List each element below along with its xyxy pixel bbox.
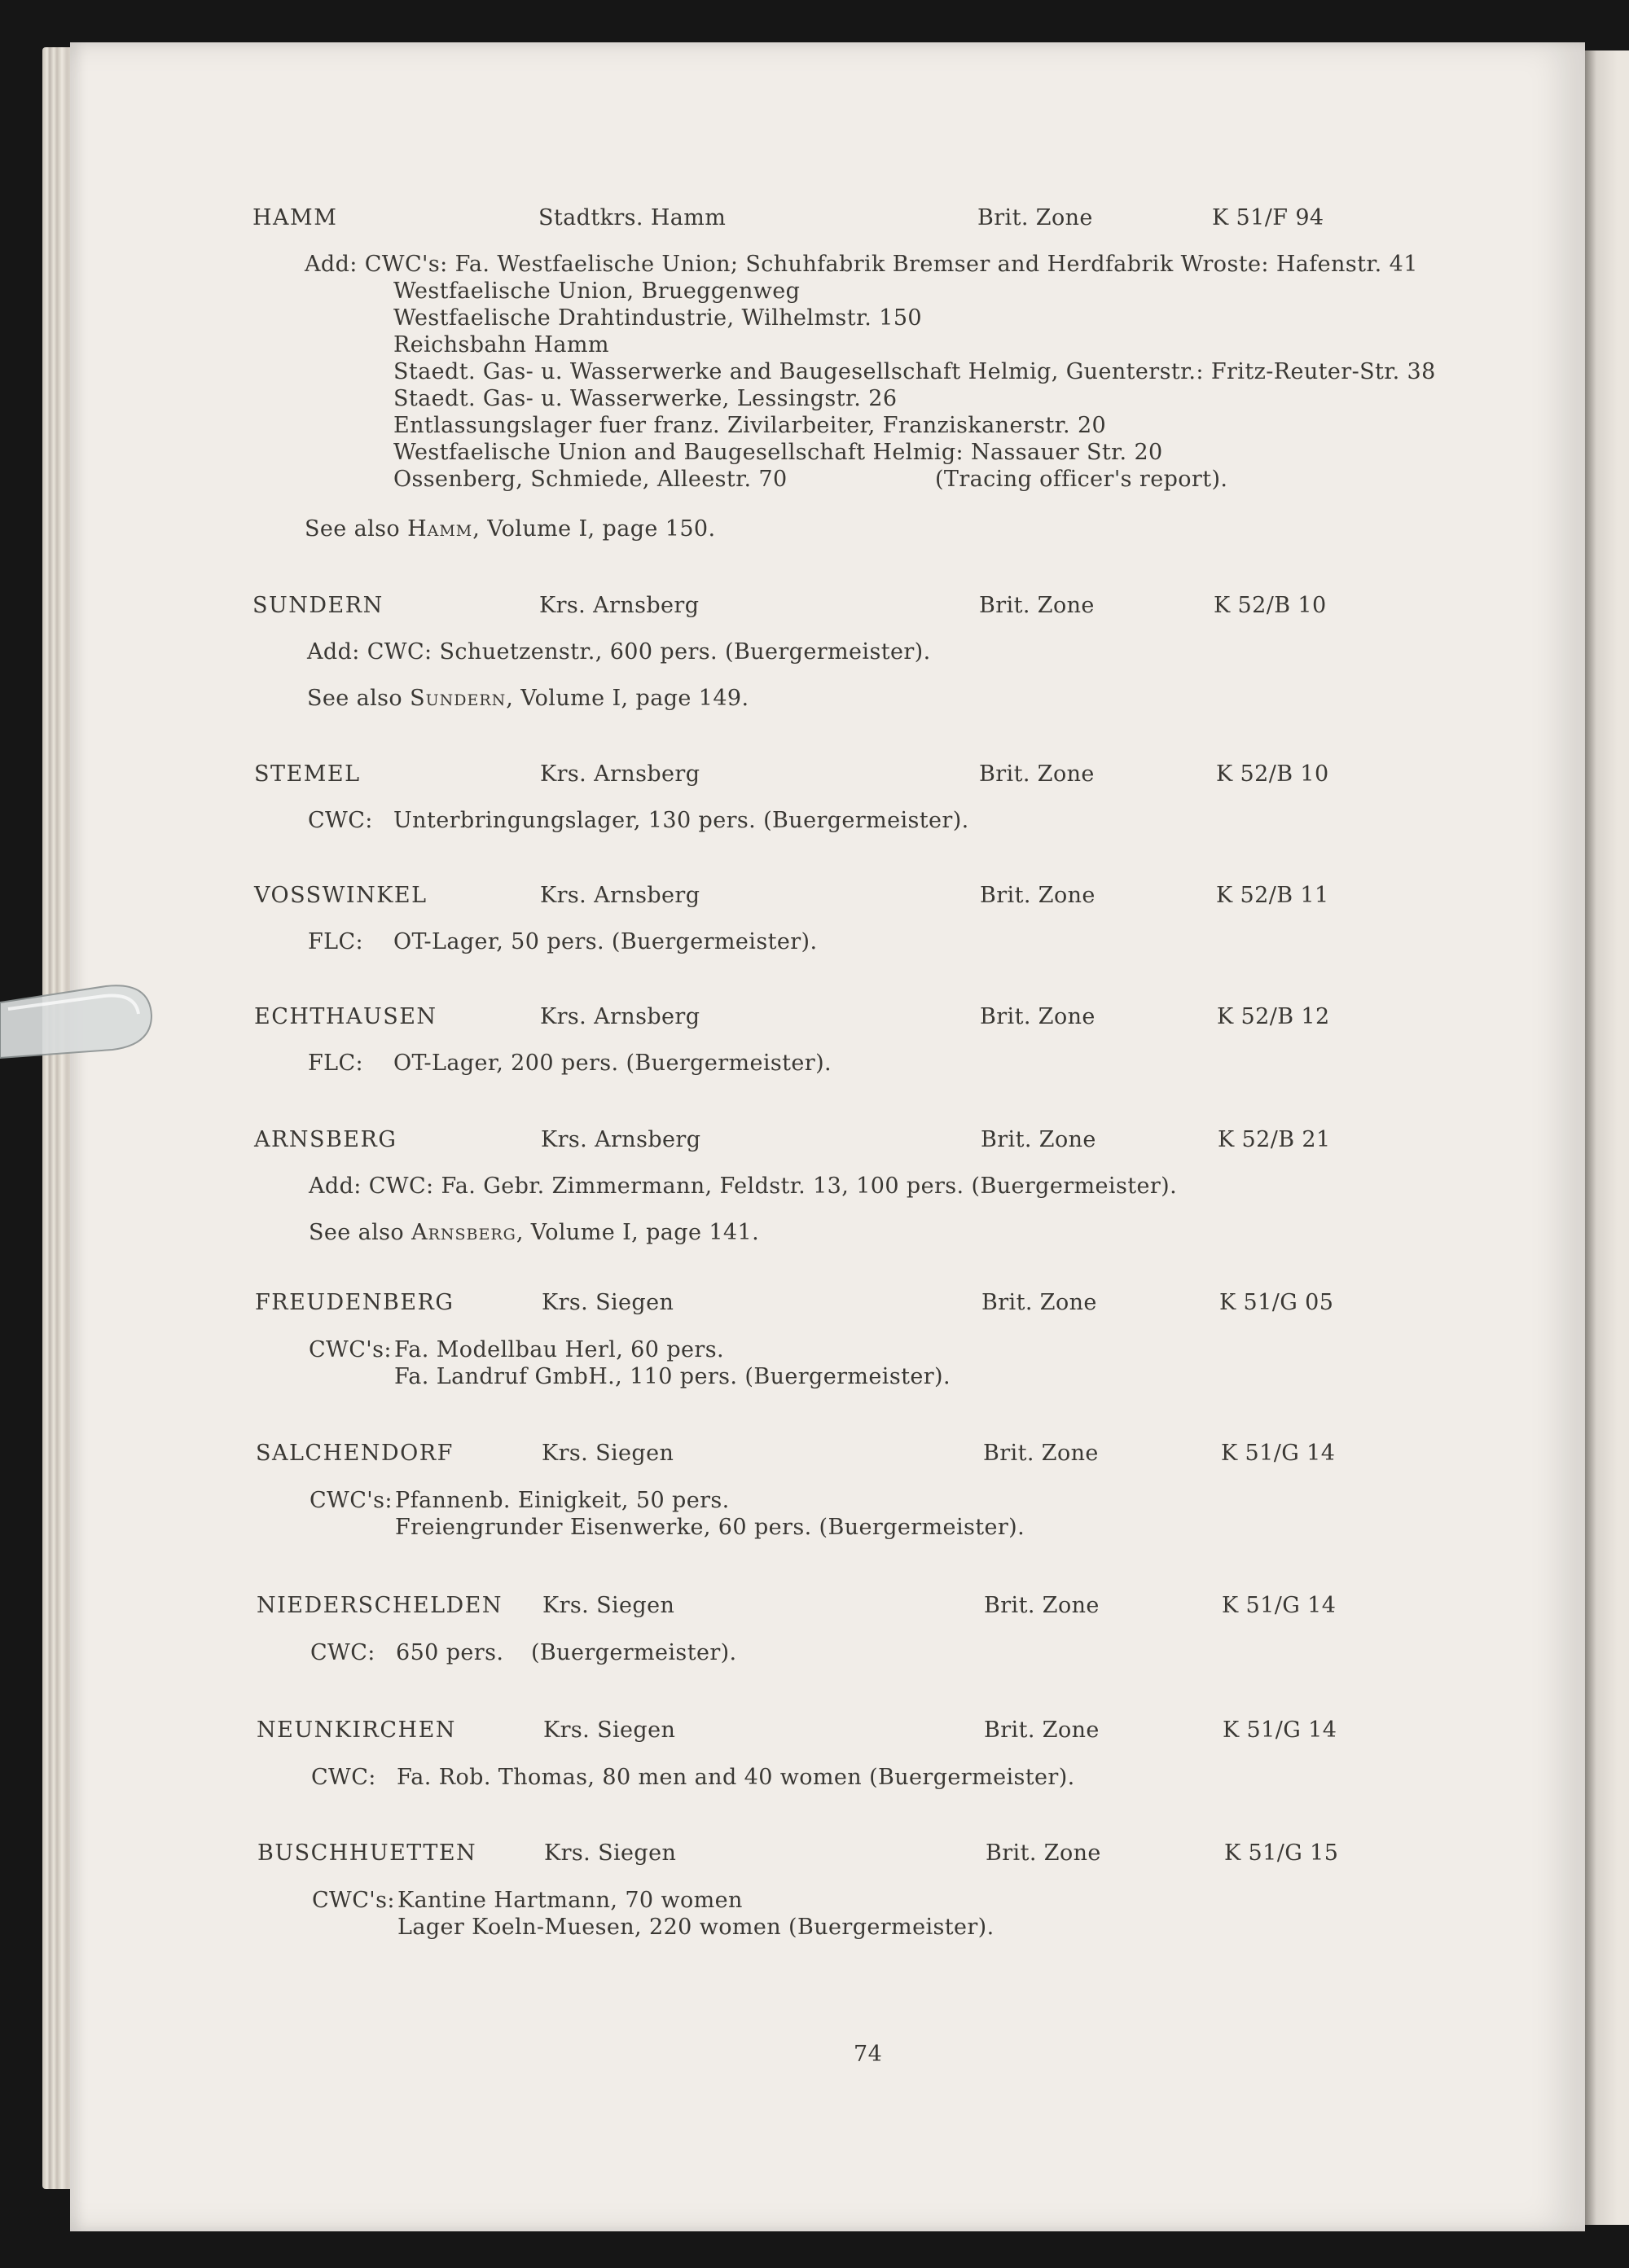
entry-stemel-district: Krs. Arnsberg <box>540 761 700 787</box>
entry-neunkirchen-name: NEUNKIRCHEN <box>257 1717 456 1743</box>
entry-hamm-line-1: Add: CWC's: Fa. Westfaelische Union; Schuhfabrik Bremser and Herdfabrik Wroste: Hafenstr. 41 <box>305 252 1418 277</box>
entry-arnsberg-name: ARNSBERG <box>254 1127 397 1152</box>
entry-salchendorf-label: CWC's: <box>310 1488 393 1513</box>
entry-hamm-line-6: Staedt. Gas- u. Wasserwerke, Lessingstr. 26 <box>393 386 898 411</box>
entry-hamm-name: HAMM <box>252 205 338 230</box>
entry-hamm-line-3: Westfaelische Drahtindustrie, Wilhelmstr. 150 <box>393 305 922 331</box>
entry-stemel-name: STEMEL <box>254 761 361 787</box>
entry-salchendorf-zone: Brit. Zone <box>983 1441 1099 1466</box>
entry-hamm-line-7: Entlassungslager fuer franz. Zivilarbeiter, Franziskanerstr. 20 <box>393 413 1107 438</box>
entry-freudenberg-grid: K 51/G 05 <box>1219 1290 1334 1315</box>
entry-hamm-note: (Tracing officer's report). <box>935 467 1228 492</box>
plastic-clip-icon <box>0 981 155 1063</box>
entry-hamm-line-4: Reichsbahn Hamm <box>393 332 609 358</box>
entry-niederschelden-name: NIEDERSCHELDEN <box>257 1593 503 1618</box>
entry-neunkirchen-district: Krs. Siegen <box>543 1717 676 1743</box>
entry-sundern-see-also: See also Sundern, Volume I, page 149. <box>307 686 749 711</box>
entry-hamm-grid: K 51/F 94 <box>1212 205 1324 230</box>
entry-buschhuetten-district: Krs. Siegen <box>544 1840 677 1866</box>
entry-vosswinkel-line-1: OT-Lager, 50 pers. (Buergermeister). <box>393 929 818 954</box>
entry-neunkirchen-grid: K 51/G 14 <box>1223 1717 1337 1743</box>
entry-salchendorf-name: SALCHENDORF <box>256 1441 454 1466</box>
entry-buschhuetten-line-2: Lager Koeln-Muesen, 220 women (Buergermeister). <box>397 1915 995 1940</box>
entry-freudenberg-label: CWC's: <box>309 1337 392 1362</box>
entry-vosswinkel-grid: K 52/B 11 <box>1216 883 1329 908</box>
entry-hamm-line-8: Westfaelische Union and Baugesellschaft Helmig: Nassauer Str. 20 <box>393 440 1163 465</box>
entry-arnsberg-grid: K 52/B 21 <box>1218 1127 1331 1152</box>
entry-neunkirchen-label: CWC: <box>311 1765 376 1790</box>
entry-freudenberg-line-1: Fa. Modellbau Herl, 60 pers. <box>394 1337 724 1362</box>
page-number: 74 <box>854 2042 883 2067</box>
entry-sundern-zone: Brit. Zone <box>979 593 1095 618</box>
book-page <box>70 42 1585 2231</box>
entry-niederschelden-label: CWC: <box>310 1640 375 1665</box>
entry-echthausen-district: Krs. Arnsberg <box>540 1004 700 1029</box>
entry-echthausen-zone: Brit. Zone <box>980 1004 1096 1029</box>
entry-niederschelden-grid: K 51/G 14 <box>1222 1593 1337 1618</box>
entry-arnsberg-see-also: See also Arnsberg, Volume I, page 141. <box>309 1220 760 1245</box>
entry-echthausen-label: FLC: <box>308 1051 364 1076</box>
entry-sundern-district: Krs. Arnsberg <box>539 593 700 618</box>
facing-page-edge <box>1585 50 1629 2225</box>
entry-salchendorf-district: Krs. Siegen <box>542 1441 674 1466</box>
entry-hamm-line-9: Ossenberg, Schmiede, Alleestr. 70 <box>393 467 788 492</box>
entry-arnsberg-line-1: Add: CWC: Fa. Gebr. Zimmermann, Feldstr. 13, 100 pers. (Buergermeister). <box>309 1173 1178 1199</box>
entry-buschhuetten-zone: Brit. Zone <box>986 1840 1101 1866</box>
entry-buschhuetten-grid: K 51/G 15 <box>1224 1840 1339 1866</box>
entry-niederschelden-zone: Brit. Zone <box>984 1593 1100 1618</box>
entry-vosswinkel-label: FLC: <box>308 929 364 954</box>
entry-echthausen-line-1: OT-Lager, 200 pers. (Buergermeister). <box>393 1051 832 1076</box>
entry-hamm-see-also: See also Hamm, Volume I, page 150. <box>305 516 716 542</box>
entry-sundern-grid: K 52/B 10 <box>1214 593 1327 618</box>
entry-sundern-line-1: Add: CWC: Schuetzenstr., 600 pers. (Buergermeister). <box>307 639 931 665</box>
entry-vosswinkel-district: Krs. Arnsberg <box>540 883 700 908</box>
entry-buschhuetten-line-1: Kantine Hartmann, 70 women <box>397 1888 743 1913</box>
entry-sundern-name: SUNDERN <box>252 593 384 618</box>
entry-stemel-label: CWC: <box>308 808 373 833</box>
entry-arnsberg-zone: Brit. Zone <box>981 1127 1096 1152</box>
entry-vosswinkel-zone: Brit. Zone <box>980 883 1096 908</box>
entry-stemel-line-1: Unterbringungslager, 130 pers. (Buergermeister). <box>393 808 969 833</box>
entry-freudenberg-name: FREUDENBERG <box>255 1290 454 1315</box>
entry-niederschelden-line-2: (Buergermeister). <box>531 1640 737 1665</box>
entry-echthausen-name: ECHTHAUSEN <box>254 1004 437 1029</box>
entry-hamm-zone: Brit. Zone <box>977 205 1093 230</box>
entry-salchendorf-line-1: Pfannenb. Einigkeit, 50 pers. <box>395 1488 730 1513</box>
entry-freudenberg-zone: Brit. Zone <box>981 1290 1097 1315</box>
entry-buschhuetten-label: CWC's: <box>312 1888 395 1913</box>
entry-freudenberg-line-2: Fa. Landruf GmbH., 110 pers. (Buergermeister). <box>394 1364 951 1389</box>
entry-neunkirchen-zone: Brit. Zone <box>984 1717 1100 1743</box>
entry-niederschelden-district: Krs. Siegen <box>542 1593 675 1618</box>
entry-hamm-district: Stadtkrs. Hamm <box>538 205 727 230</box>
entry-salchendorf-grid: K 51/G 14 <box>1221 1441 1336 1466</box>
entry-vosswinkel-name: VOSSWINKEL <box>254 883 428 908</box>
entry-freudenberg-district: Krs. Siegen <box>542 1290 674 1315</box>
entry-stemel-grid: K 52/B 10 <box>1216 761 1329 787</box>
entry-arnsberg-district: Krs. Arnsberg <box>541 1127 701 1152</box>
entry-neunkirchen-line-1: Fa. Rob. Thomas, 80 men and 40 women (Buergermeister). <box>397 1765 1075 1790</box>
entry-niederschelden-line-1: 650 pers. <box>396 1640 504 1665</box>
entry-hamm-line-2: Westfaelische Union, Brueggenweg <box>393 279 801 304</box>
entry-hamm-line-5: Staedt. Gas- u. Wasserwerke and Baugesellschaft Helmig, Guenterstr.: Fritz-Reuter-Str. 38 <box>393 359 1436 384</box>
entry-stemel-zone: Brit. Zone <box>979 761 1095 787</box>
entry-buschhuetten-name: BUSCHHUETTEN <box>257 1840 477 1866</box>
entry-salchendorf-line-2: Freiengrunder Eisenwerke, 60 pers. (Buergermeister). <box>395 1515 1025 1540</box>
entry-echthausen-grid: K 52/B 12 <box>1217 1004 1330 1029</box>
